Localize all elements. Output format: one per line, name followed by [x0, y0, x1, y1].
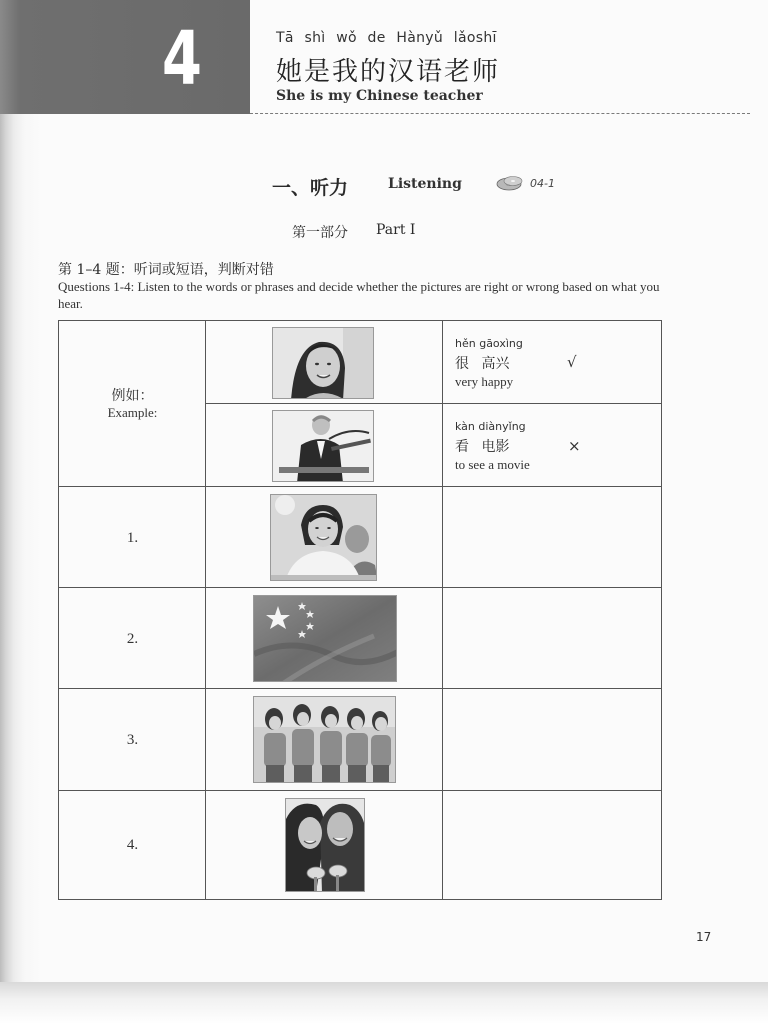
table-row-divider: [59, 587, 661, 588]
chinese-flag-photo: [253, 595, 397, 682]
section-title-english: Listening: [388, 176, 462, 192]
example-2-pinyin: kàn diànyǐng: [455, 420, 526, 433]
example-1-hanzi: 很 高兴: [455, 356, 510, 372]
lesson-title-hanzi: 她是我的汉语老师: [276, 57, 501, 87]
instructions-chinese: 第 1–4 题：听词或短语，判断对错: [58, 262, 274, 278]
page-edge: [0, 982, 768, 1024]
audio-track-code: 04-1: [530, 177, 555, 190]
table-row-divider: [59, 790, 661, 791]
question-3-label: 3.: [126, 732, 139, 748]
example-label-chinese: 例如：: [111, 388, 154, 404]
check-mark-icon: √: [567, 353, 577, 371]
lesson-title-pinyin: Tā shì wǒ de Hànyǔ lǎoshī: [276, 30, 497, 46]
answer-table: [58, 320, 662, 900]
lesson-number-block: [0, 0, 250, 114]
table-row-divider: [59, 486, 661, 487]
section-title: 一、听力: [272, 177, 349, 199]
question-1-label: 1.: [126, 530, 139, 546]
part-title: 第一部分: [292, 225, 348, 241]
table-row-divider: [205, 403, 661, 404]
part-roman-numeral: I: [409, 222, 416, 238]
question-2-label: 2.: [126, 631, 139, 647]
example-1-pinyin: hěn gāoxìng: [455, 337, 523, 350]
lesson-title-english: She is my Chinese teacher: [276, 88, 483, 104]
example-label: [59, 385, 206, 421]
group-of-women-photo: [253, 696, 396, 783]
example-2-english: to see a movie: [455, 457, 530, 472]
girl-smiling-photo: [272, 327, 374, 399]
lesson-number: 4: [161, 16, 203, 102]
cross-mark-icon: ×: [568, 437, 581, 455]
example-1-english: very happy: [455, 374, 514, 389]
table-row-divider: [59, 688, 661, 689]
question-4-label: 4.: [126, 837, 139, 853]
instructions-english: Questions 1-4: Listen to the words or phrases and decide whether the pictures are right or wrong based on what you hear.: [58, 279, 660, 311]
two-women-photo: [285, 798, 365, 892]
dashed-divider: [250, 113, 750, 114]
part-title-english: [376, 222, 415, 238]
example-label-english: Example:: [107, 405, 158, 420]
man-at-desk-photo: [272, 410, 374, 482]
cd-icon: [494, 174, 524, 192]
girl-at-desk-photo: [270, 494, 377, 581]
part-label: Part: [376, 222, 406, 238]
page-number: 17: [696, 930, 712, 944]
example-2-hanzi: 看 电影: [455, 439, 510, 455]
table-column-divider: [442, 321, 443, 899]
